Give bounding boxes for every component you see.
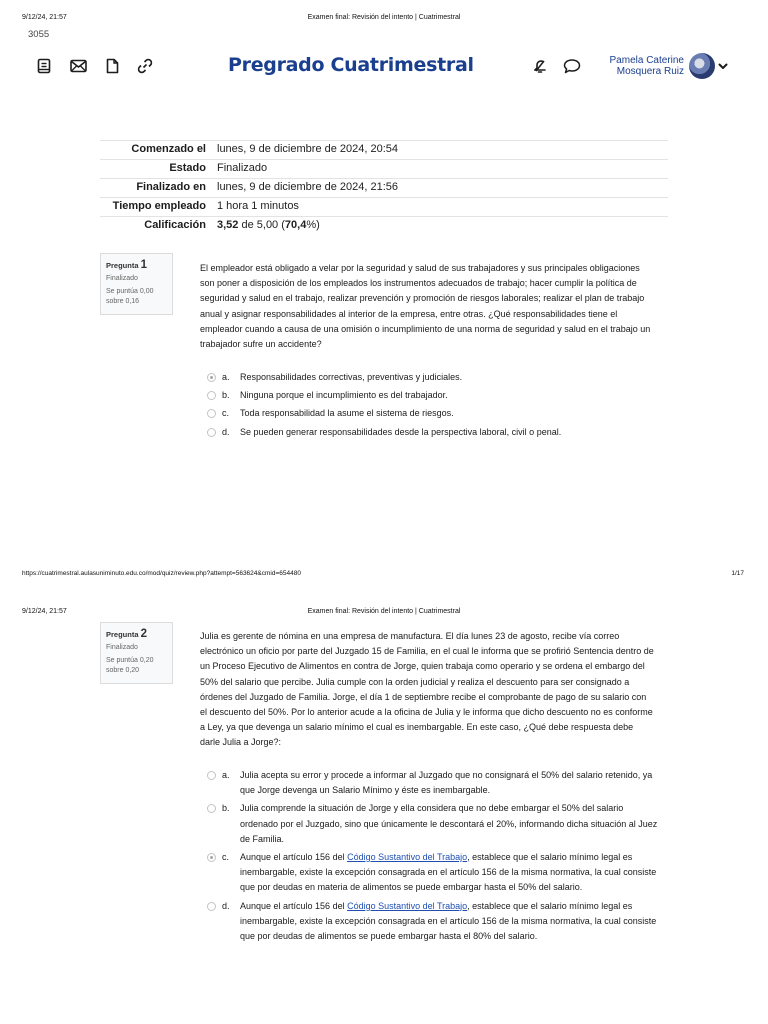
summary-value: lunes, 9 de diciembre de 2024, 21:56 — [217, 181, 399, 193]
attempt-summary-table — [100, 140, 668, 235]
answer-text: Se pueden generar responsabilidades desde la perspectiva laboral, civil o penal. — [240, 426, 562, 437]
radio[interactable] — [207, 409, 216, 418]
grade-end: %) — [306, 219, 320, 231]
answer-letter: b. — [222, 803, 230, 814]
radio[interactable] — [207, 391, 216, 400]
answer-text: Julia acepta su error y procede a informar al Juzgado que no consignará el 50% del salario retenido, ya que Jorge devenga un Salario Mínimo y éste es inembargable. — [240, 770, 653, 796]
answer-option[interactable] — [207, 850, 659, 896]
question-num: 1 — [140, 259, 148, 271]
book-icon[interactable] — [34, 56, 54, 76]
answer-text-post: , establece que el salario mínimo legal es inembargable, existe la excepción consagrada en el artículo 156 de la misma normativa, la cual consiste que por deudas en materia de alimentos se puede embargar hasta el 50% del salario. — [240, 852, 657, 893]
print-title: Examen final: Revisión del intento | Cuatrimestral — [307, 608, 461, 615]
print-page-number: 1/17 — [731, 570, 744, 577]
answer-option[interactable] — [207, 388, 659, 403]
question-state: Finalizado — [106, 275, 138, 282]
question-1-info — [100, 253, 173, 315]
summary-label: Finalizado en — [136, 181, 206, 193]
answer-text: Responsabilidades correctivas, preventivas y judiciales. — [240, 372, 463, 382]
chevron-down-icon[interactable] — [717, 59, 729, 71]
navbar — [0, 50, 768, 84]
answer-letter: a. — [222, 770, 230, 780]
codigo-link[interactable]: Código Sustantivo del Trabajo — [347, 900, 468, 911]
answer-letter: d. — [222, 900, 230, 911]
print-date: 9/12/24, 21:57 — [22, 608, 67, 615]
question-2-text: Julia es gerente de nómina en una empresa de manufactura. El día lunes 23 de agosto, recibe vía correo electrónico un oficio por parte del Juzgado 15 de Familia, en el cual le informa que se profirió Sentencia dentro de un Proceso Ejecutivo de Alimentos en contra de Jorge, quien trabaja como operario y se ordena el embargo del 50% del salario que percibe. Julia cumple con la orden judicial y realiza el descuento para ser consignado a órdenes del Juzgado de Familia. Jorge, el día 1 de septiembre recibe el comprobante de pago de su salario con el descuento del 50%. Por lo anterior acude a la oficina de Julia y le informa que dicho descuento no es conforme a Ley, ya que devenga un salario mínimo el cual es inembargable. En este caso, ¿Qué debe respuesta debe darle Julia a Jorge?: — [200, 631, 654, 748]
summary-label: Calificación — [144, 219, 206, 231]
file-icon[interactable] — [102, 56, 122, 76]
answer-letter: c. — [222, 408, 230, 419]
radio[interactable] — [207, 804, 216, 813]
question-state: Finalizado — [106, 644, 138, 651]
question-score: Se puntúa 0,00 sobre 0,16 — [106, 288, 154, 305]
summary-row-state — [100, 160, 668, 179]
answer-option[interactable] — [207, 899, 659, 945]
question-label: Pregunta — [106, 630, 139, 639]
answer-letter: c. — [222, 852, 230, 863]
summary-value: 1 hora 1 minutos — [217, 200, 299, 212]
radio-selected[interactable] — [207, 853, 216, 862]
print-date: 9/12/24, 21:57 — [22, 14, 67, 21]
grade-mid: de 5,00 ( — [238, 219, 285, 231]
question-score: Se puntúa 0,20 sobre 0,20 — [106, 657, 154, 674]
user-name-line1: Pamela Caterine — [609, 55, 684, 66]
summary-value — [212, 217, 668, 236]
question-num: 2 — [140, 628, 148, 640]
answer-letter: a. — [222, 372, 230, 382]
bell-icon[interactable] — [530, 56, 550, 76]
question-1-text: El empleador está obligado a velar por la seguridad y salud de sus trabajadores y sus principales obligaciones son poner a disposición de los empleados los instrumentos adecuados de trabajo; hacer cumplir la política de seguridad y salud en el trabajo, realizar prevención y promoción de riesgos laborales; realizar el plan de trabajo anual y asignar responsabilidades al interior de la empresa, entre otras. ¿Qué responsabilidades tiene el empleador cuando a causa de una omisión o incumplimiento de una norma de seguridad y salud en el trabajo un trabajador sufre un accidente? — [200, 263, 651, 350]
print-url: https://cuatrimestral.aulasuniminuto.edu.co/mod/quiz/review.php?attempt=563624&cmid=654480 — [22, 570, 301, 577]
stray-number: 3055 — [28, 29, 50, 40]
answer-option[interactable] — [207, 370, 659, 385]
summary-label: Comenzado el — [131, 143, 206, 155]
radio[interactable] — [207, 771, 216, 780]
answer-text-pre: Aunque el artículo 156 del — [240, 900, 348, 911]
answer-option[interactable] — [207, 768, 659, 798]
answer-text: Toda responsabilidad la asume el sistema de riesgos. — [240, 408, 454, 419]
question-label: Pregunta — [106, 261, 139, 270]
summary-value: lunes, 9 de diciembre de 2024, 20:54 — [217, 143, 399, 155]
answer-option[interactable] — [207, 801, 659, 847]
answer-text-post: , establece que el salario mínimo legal es inembargable, existe la excepción consagrada en el artículo 156 de la misma normativa, la cual consiste que por deudas de alimentos se puede embargar hasta el 80% del salario. — [240, 900, 657, 942]
summary-label: Estado — [169, 162, 206, 174]
radio[interactable] — [207, 428, 216, 437]
question-number — [106, 628, 168, 640]
summary-label: Tiempo empleado — [112, 200, 206, 212]
question-2-answers — [207, 768, 659, 947]
summary-row-grade — [100, 217, 668, 236]
answer-option[interactable] — [207, 425, 659, 440]
answer-text-pre: Aunque el artículo 156 del — [240, 852, 348, 863]
summary-row-started — [100, 141, 668, 160]
brand-title[interactable]: Pregrado Cuatrimestral — [228, 54, 474, 76]
radio[interactable] — [207, 902, 216, 911]
codigo-link[interactable]: Código Sustantivo del Trabajo — [347, 852, 468, 863]
question-number — [106, 259, 168, 271]
grade-percent: 70,4 — [284, 219, 307, 231]
user-name-line2: Mosquera Ruiz — [616, 66, 684, 77]
question-1-answers — [207, 370, 659, 443]
summary-row-time — [100, 198, 668, 217]
radio-selected[interactable] — [207, 373, 216, 382]
user-name[interactable] — [592, 55, 684, 77]
chat-icon[interactable] — [562, 56, 582, 76]
answer-option[interactable] — [207, 406, 659, 421]
answer-text: Julia comprende la situación de Jorge y ella considera que no debe embargar el 50% del salario ordenado por el Juzgado, sino que únicamente le descontará el 20%, informando dicha situación al Juez de Familia. — [240, 803, 658, 844]
grade-score: 3,52 — [217, 219, 239, 231]
link-icon[interactable] — [135, 56, 155, 76]
mail-icon[interactable] — [68, 56, 88, 76]
print-title: Examen final: Revisión del intento | Cuatrimestral — [307, 14, 461, 21]
avatar[interactable] — [689, 53, 715, 79]
answer-letter: d. — [222, 426, 230, 437]
summary-row-finished — [100, 179, 668, 198]
question-2-info — [100, 622, 173, 684]
answer-letter: b. — [222, 390, 230, 401]
answer-text: Ninguna porque el incumplimiento es del trabajador. — [240, 390, 448, 401]
summary-value: Finalizado — [217, 162, 268, 174]
